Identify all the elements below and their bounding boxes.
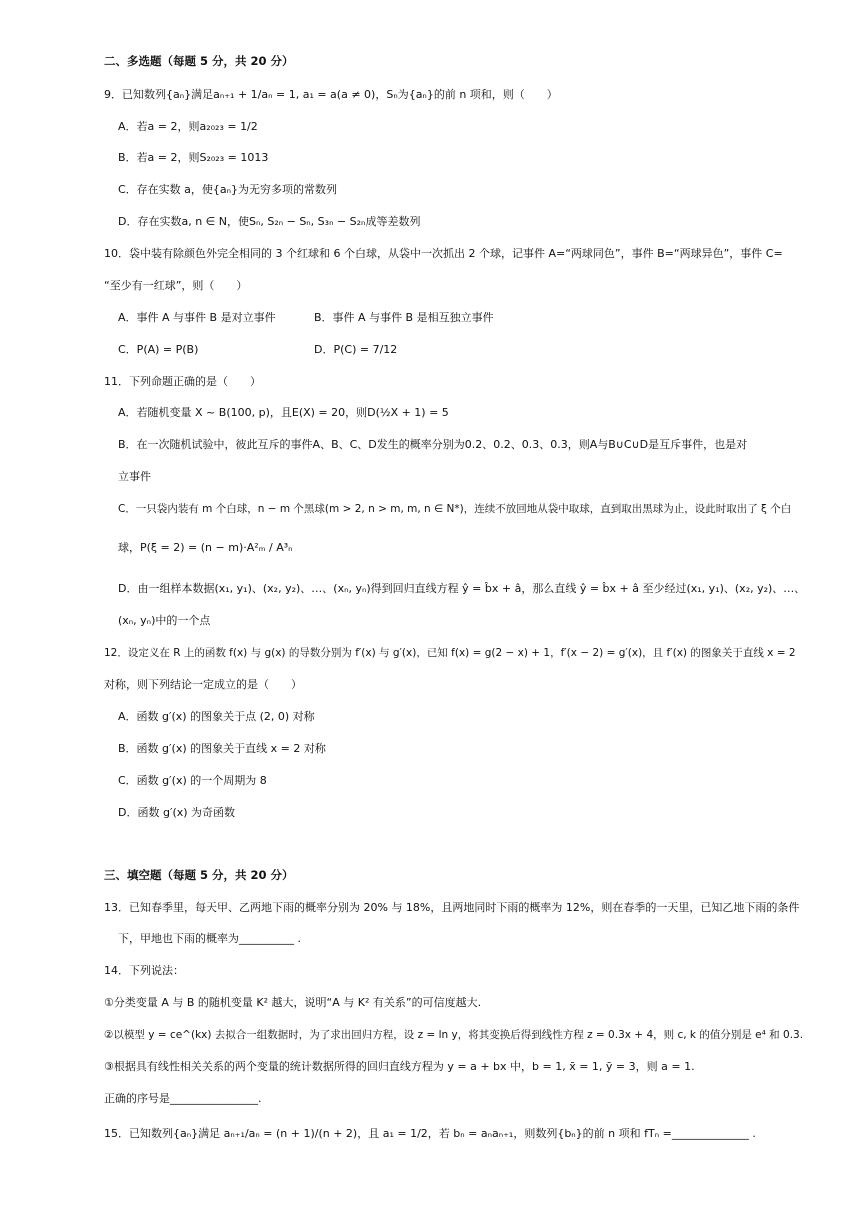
question-10-option-b: B．事件 A 与事件 B 是相互独立事件 (314, 311, 494, 324)
question-9-option-b: B．若a = 2，则S₂₀₂₃ = 1013 (118, 151, 269, 164)
question-13-stem-continued: 下，甲地也下雨的概率为__________ . (118, 932, 301, 945)
question-14-statement-1: ①分类变量 A 与 B 的随机变量 K² 越大，说明“A 与 K² 有关系”的可信度越大. (104, 996, 482, 1009)
question-10-option-c: C．P(A) = P(B) (118, 343, 199, 356)
question-10-stem: 10．袋中装有除颜色外完全相同的 3 个红球和 6 个白球，从袋中一次抓出 2 个球，记事件 A=“两球同色”，事件 B=“两球异色”，事件 C= (104, 247, 783, 260)
question-12-option-d: D．函数 g′(x) 为奇函数 (118, 806, 236, 819)
question-10-stem-continued: “至少有一红球”，则（ ） (104, 279, 248, 292)
question-14-answer-line: 正确的序号是________________. (104, 1092, 262, 1105)
question-10-option-d: D．P(C) = 7/12 (314, 343, 398, 356)
question-11-option-b: B．在一次随机试验中，彼此互斥的事件A、B、C、D发生的概率分别为0.2、0.2、0.3、0.3，则A与B∪C∪D是互斥事件，也是对 (118, 438, 748, 451)
question-14-stem: 14．下列说法： (104, 964, 184, 977)
question-11-option-c: C．一只袋内装有 m 个白球，n − m 个黑球(m > 2, n > m, m, n ∈ N*)，连续不放回地从袋中取球，直到取出黑球为止，设此时取出了 ξ 个白 (118, 503, 792, 515)
question-12-option-a: A．函数 g′(x) 的图象关于点 (2, 0) 对称 (118, 710, 315, 723)
question-12-stem: 12．设定义在 R 上的函数 f(x) 与 g(x) 的导数分别为 f′(x) 与 g′(x)，已知 f(x) = g(2 − x) + 1，f′(x − 2) = g′(x)，且 f′(x) 的图象关于直线 x = 2 (104, 647, 796, 659)
question-12-stem-continued: 对称，则下列结论一定成立的是（ ） (104, 678, 302, 691)
question-9-option-d: D．存在实数a, n ∈ N，使Sₙ, S₂ₙ − Sₙ, S₃ₙ − S₂ₙ成等差数列 (118, 215, 421, 228)
question-11-option-b-continued: 立事件 (118, 470, 151, 483)
question-14-statement-2: ②以模型 y = ce^(kx) 去拟合一组数据时，为了求出回归方程，设 z = ln y，将其变换后得到线性方程 z = 0.3x + 4，则 c, k 的值分别是 e⁴ 和 0.3. (104, 1029, 804, 1041)
question-12-option-b: B．函数 g′(x) 的图象关于直线 x = 2 对称 (118, 742, 326, 755)
question-11-stem: 11．下列命题正确的是（ ） (104, 375, 261, 388)
question-9-option-c: C．存在实数 a，使{aₙ}为无穷多项的常数列 (118, 183, 338, 196)
question-10-option-a: A．事件 A 与事件 B 是对立事件 (118, 311, 276, 324)
question-9-stem: 9．已知数列{aₙ}满足aₙ₊₁ + 1/aₙ = 1, a₁ = a(a ≠ 0)，Sₙ为{aₙ}的前 n 项和，则（ ） (104, 88, 558, 101)
question-14-statement-3: ③根据具有线性相关关系的两个变量的统计数据所得的回归直线方程为 y = a + bx 中，b = 1, x̄ = 1, ȳ = 3，则 a = 1. (104, 1060, 695, 1073)
question-11-option-c-continued: 球，P(ξ = 2) = (n − m)·A²ₘ / A³ₙ (118, 541, 293, 554)
question-11-option-d-continued: (xₙ, yₙ)中的一个点 (118, 614, 211, 627)
section-heading-fill-in: 三、填空题（每题 5 分，共 20 分） (104, 868, 294, 882)
question-11-option-a: A．若随机变量 X ~ B(100, p)，且E(X) = 20，则D(½X + 1) = 5 (118, 406, 449, 419)
question-9-option-a: A．若a = 2，则a₂₀₂₃ = 1/2 (118, 120, 258, 133)
question-12-option-c: C．函数 g′(x) 的一个周期为 8 (118, 774, 267, 787)
question-15-stem: 15．已知数列{aₙ}满足 aₙ₊₁/aₙ = (n + 1)/(n + 2)，且 a₁ = 1/2，若 bₙ = aₙaₙ₊₁，则数列{bₙ}的前 n 项和 fTₙ =______________ . (104, 1127, 756, 1140)
section-heading-multiple-choice: 二、多选题（每题 5 分，共 20 分） (104, 54, 294, 68)
question-13-stem: 13．已知春季里，每天甲、乙两地下雨的概率分别为 20% 与 18%，且两地同时下雨的概率为 12%，则在春季的一天里，已知乙地下雨的条件 (104, 901, 800, 914)
question-11-option-d: D．由一组样本数据(x₁, y₁)、(x₂, y₂)、…、(xₙ, yₙ)得到回归直线方程 ŷ = b̂x + â，那么直线 ŷ = b̂x + â 至少经过(x₁, y₁)、(x₂, y₂)、…、 (118, 582, 806, 595)
